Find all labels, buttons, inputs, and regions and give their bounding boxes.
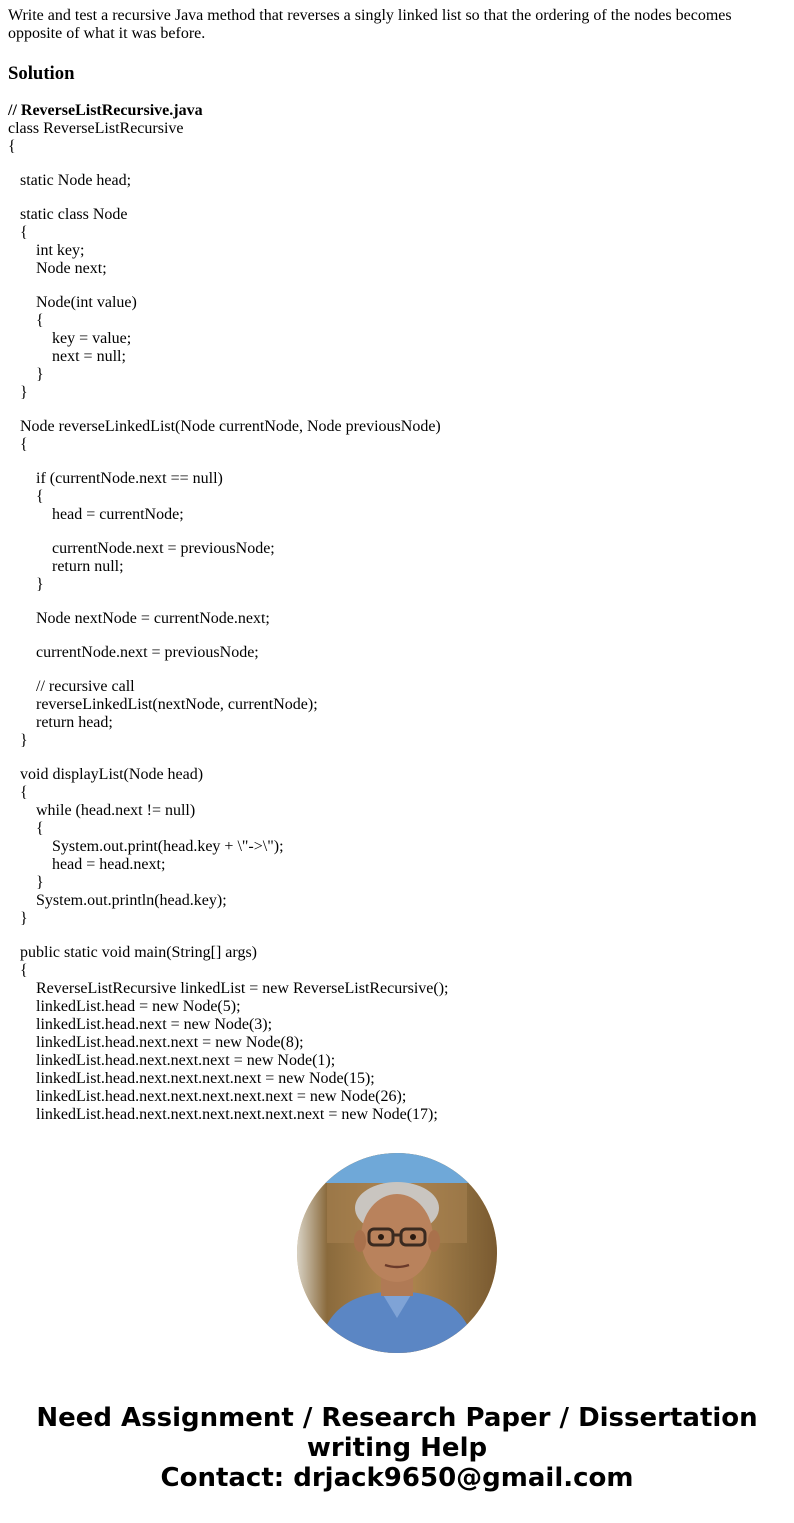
code-blank-line [8, 402, 448, 418]
code-blank-line [8, 628, 448, 644]
code-line: System.out.print(head.key + \"->\"); [8, 838, 284, 855]
code-line: key = value; [8, 330, 132, 347]
code-line: reverseLinkedList(nextNode, currentNode); [8, 696, 318, 713]
code-line: if (currentNode.next == null) [8, 470, 223, 487]
code-blank-line [8, 156, 448, 172]
code-line: head = currentNode; [8, 506, 184, 523]
code-line: { [8, 488, 44, 505]
code-blank-line [8, 750, 448, 766]
code-line: public static void main(String[] args) [8, 944, 257, 961]
code-line: System.out.println(head.key); [8, 892, 227, 909]
banner-line-2: writing Help [306, 1433, 488, 1463]
code-blank-line [8, 928, 448, 944]
code-line: linkedList.head.next.next.next = new Node(1); [8, 1052, 336, 1069]
code-line: } [8, 874, 44, 891]
code-line: { [8, 820, 44, 837]
code-line: { [8, 224, 28, 241]
code-line: next = null; [8, 348, 126, 365]
code-line: { [8, 436, 28, 453]
code-line: } [8, 576, 44, 593]
code-line: { [8, 962, 28, 979]
code-line: { [8, 784, 28, 801]
code-line: Node(int value) [8, 294, 137, 311]
portrait-image [297, 1153, 497, 1353]
code-blank-line [8, 524, 448, 540]
code-line: return head; [8, 714, 113, 731]
code-line: head = head.next; [8, 856, 166, 873]
promo-banner [0, 1403, 794, 1493]
code-line: linkedList.head.next.next.next.next = new Node(15); [8, 1070, 375, 1087]
code-line: Node nextNode = currentNode.next; [8, 610, 270, 627]
code-line: // recursive call [8, 678, 135, 695]
code-line: linkedList.head.next = new Node(3); [8, 1016, 273, 1033]
code-line: class ReverseListRecursive [8, 120, 184, 137]
code-line: while (head.next != null) [8, 802, 196, 819]
code-line: linkedList.head.next.next.next.next.next = new Node(26); [8, 1088, 407, 1105]
code-line: // ReverseListRecursive.java [8, 102, 203, 119]
code-blank-line [8, 190, 448, 206]
code-line: currentNode.next = previousNode; [8, 540, 275, 557]
code-line: linkedList.head = new Node(5); [8, 998, 241, 1015]
code-blank-line [8, 454, 448, 470]
code-line: void displayList(Node head) [8, 766, 204, 783]
author-avatar [297, 1153, 497, 1353]
code-blank-line [8, 662, 448, 678]
code-line: Node reverseLinkedList(Node currentNode, Node previousNode) [8, 418, 441, 435]
code-blank-line [8, 594, 448, 610]
code-line: linkedList.head.next.next.next.next.next.next = new Node(17); [8, 1106, 438, 1123]
code-line: return null; [8, 558, 124, 575]
code-line: ReverseListRecursive linkedList = new ReverseListRecursive(); [8, 980, 449, 997]
code-line: { [8, 312, 44, 329]
code-line: } [8, 384, 28, 401]
code-line: { [8, 138, 16, 155]
code-line: int key; [8, 242, 85, 259]
code-line: static class Node [8, 206, 128, 223]
code-line: } [8, 910, 28, 927]
code-line: } [8, 366, 44, 383]
banner-line-1: Need Assignment / Research Paper / Dissertation [36, 1403, 758, 1433]
code-blank-line [8, 278, 448, 294]
code-line: } [8, 732, 28, 749]
code-line: Node next; [8, 260, 107, 277]
question-text: Write and test a recursive Java method that reverses a singly linked list so that the ordering of the nodes becomes opposite of what it was before. [8, 7, 732, 42]
code-line: currentNode.next = previousNode; [8, 644, 259, 661]
code-listing [8, 102, 448, 1124]
code-line: linkedList.head.next.next = new Node(8); [8, 1034, 304, 1051]
banner-contact: Contact: drjack9650@gmail.com [160, 1463, 634, 1493]
solution-heading: Solution [8, 63, 75, 84]
code-line: static Node head; [8, 172, 132, 189]
